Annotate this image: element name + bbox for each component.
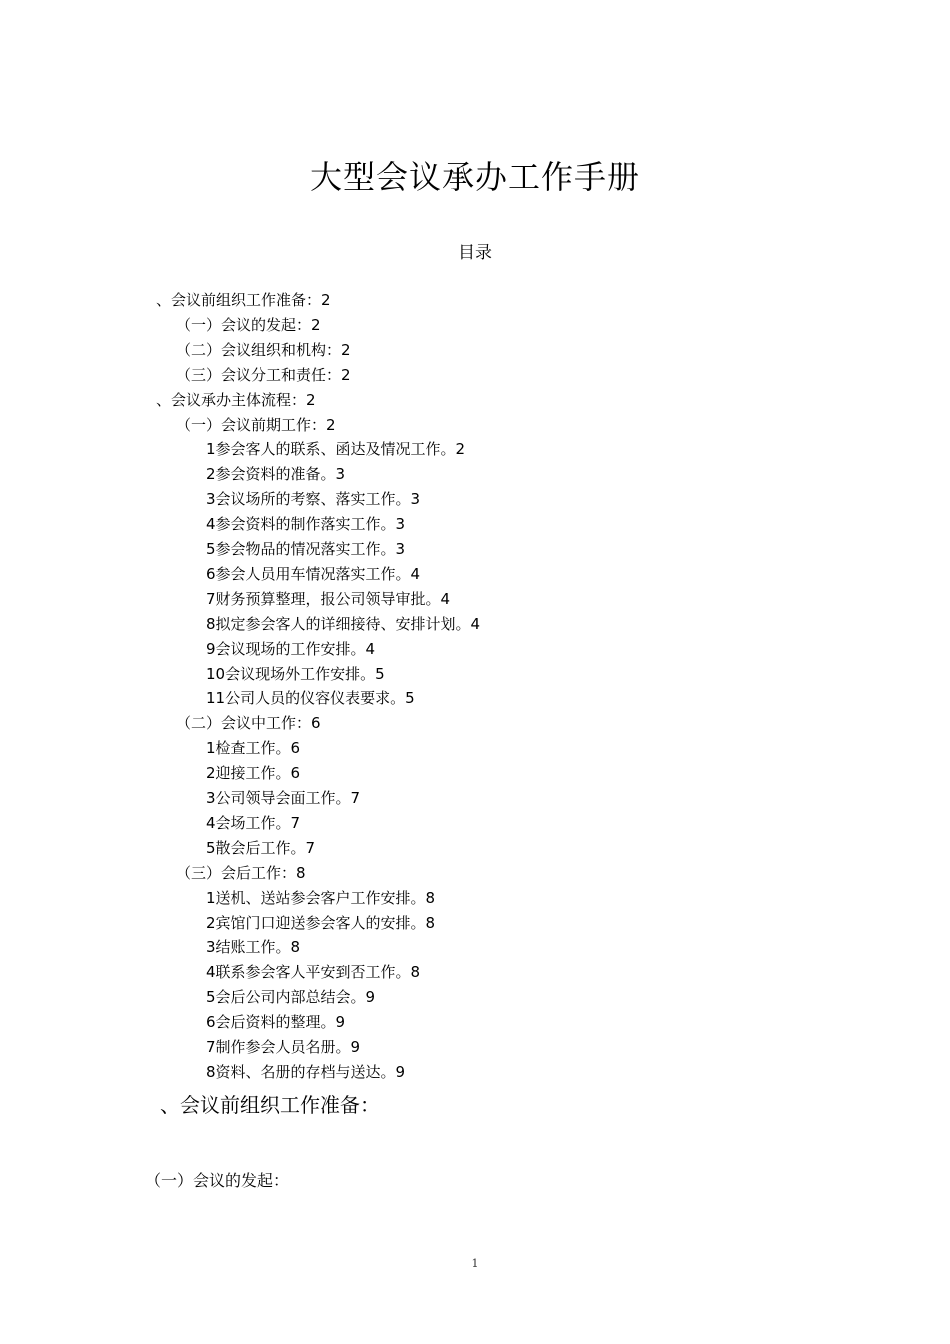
toc-entry[interactable]: 7制作参会人员名册。9: [206, 1038, 361, 1056]
toc-entry[interactable]: 4会场工作。7: [206, 813, 301, 832]
toc-entry[interactable]: 7财务预算整理，报公司领导审批。4: [206, 589, 451, 608]
toc-entry[interactable]: 3会议场所的考察、落实工作。3: [206, 490, 421, 509]
toc-entry[interactable]: 5会后公司内部总结会。9: [206, 988, 376, 1007]
toc-entry[interactable]: 1送机、送站参会客户工作安排。8: [206, 888, 436, 907]
toc-entry[interactable]: 5散会后工作。7: [206, 838, 316, 857]
toc-entry[interactable]: 4联系参会客人平安到否工作。8: [206, 963, 421, 982]
toc-entry[interactable]: 2宾馆门口迎送参会客人的安排。8: [206, 913, 436, 932]
sub-heading: （一）会议的发起：: [145, 1171, 290, 1190]
toc-entry[interactable]: （一）会议前期工作：2: [176, 415, 336, 434]
toc-entry[interactable]: 4参会资料的制作落实工作。3: [206, 515, 406, 534]
toc-entry[interactable]: 8资料、名册的存档与送达。9: [206, 1062, 406, 1081]
toc-entry[interactable]: 6会后资料的整理。9: [206, 1013, 346, 1032]
page-number: 1: [471, 1257, 479, 1270]
toc-entry[interactable]: 6参会人员用车情况落实工作。4: [206, 564, 421, 583]
toc-entry[interactable]: （二）会议中工作：6: [176, 714, 321, 733]
toc-entry[interactable]: 2参会资料的准备。3: [206, 465, 346, 484]
toc-entry[interactable]: 5参会物品的情况落实工作。3: [206, 540, 406, 558]
document-title: 大型会议承办工作手册: [309, 158, 640, 196]
toc-entry[interactable]: （一）会议的发起：2: [176, 315, 321, 334]
toc-entry[interactable]: 3公司领导会面工作。7: [206, 789, 361, 807]
toc-entry[interactable]: 11公司人员的仪容仪表要求。5: [206, 689, 415, 708]
toc-entry[interactable]: 、会议承办主体流程：2: [156, 390, 316, 409]
toc-heading: 目录: [458, 243, 492, 263]
toc-entry[interactable]: 2迎接工作。6: [206, 764, 301, 783]
toc-entry[interactable]: 1检查工作。6: [206, 739, 301, 758]
toc-entry[interactable]: 3结账工作。8: [206, 938, 301, 957]
toc-entry[interactable]: （二）会议组织和机构：2: [176, 340, 351, 359]
toc-entry[interactable]: 8拟定参会客人的详细接待、安排计划。4: [206, 614, 481, 633]
section-heading: 、会议前组织工作准备：: [160, 1093, 380, 1117]
toc-entry[interactable]: 10会议现场外工作安排。5: [206, 664, 385, 683]
toc-entry[interactable]: 、会议前组织工作准备：2: [156, 291, 331, 309]
toc-entry[interactable]: （三）会议分工和责任：2: [176, 365, 351, 384]
toc-entry[interactable]: 1参会客人的联系、函达及情况工作。2: [206, 440, 466, 459]
toc-entry[interactable]: 9会议现场的工作安排。4: [206, 639, 376, 658]
toc-entry[interactable]: （三）会后工作：8: [176, 863, 306, 882]
